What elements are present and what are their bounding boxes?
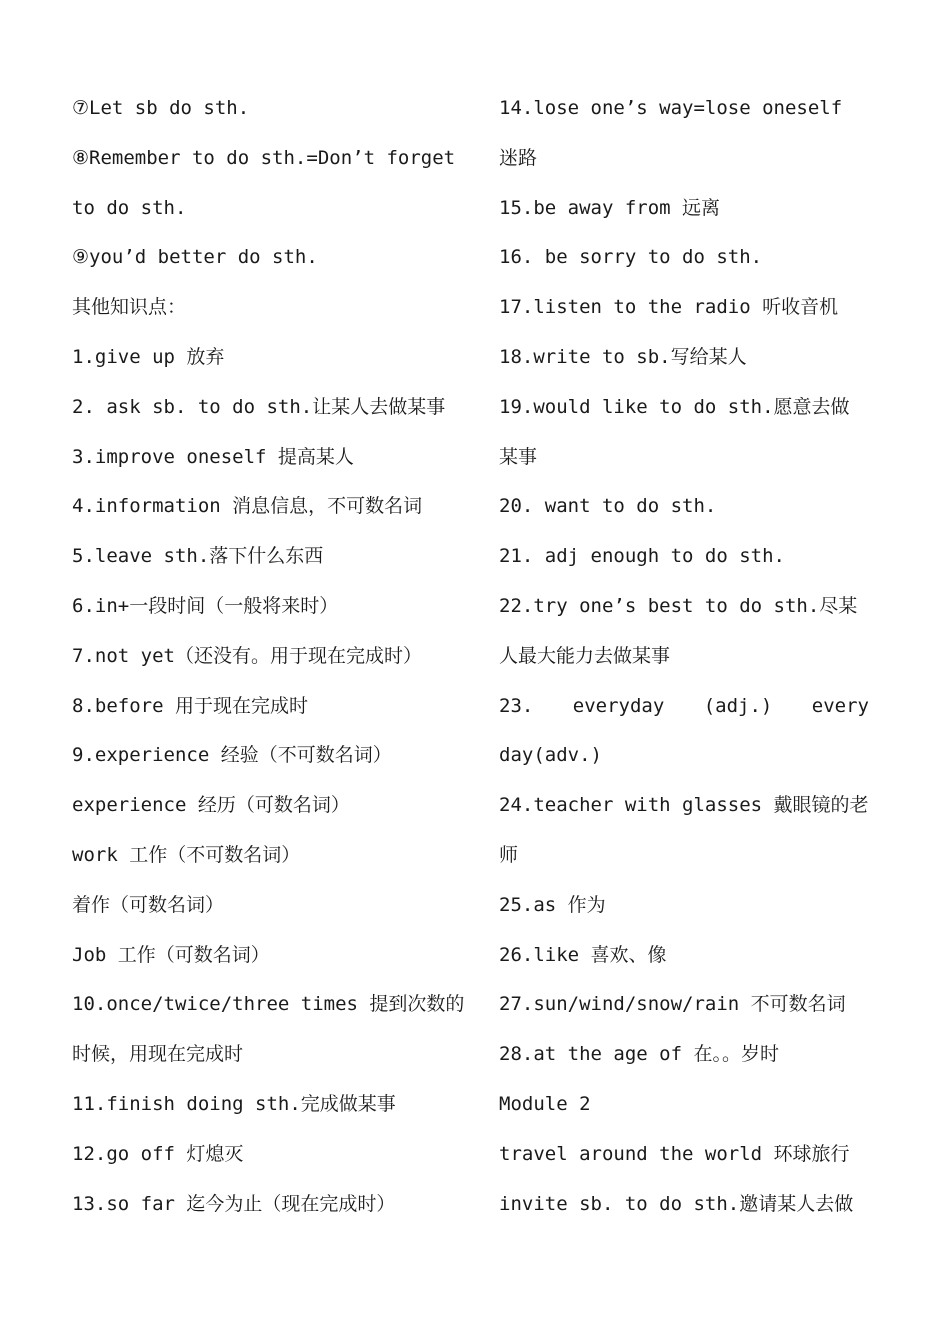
text-line: 1.give up 放弃 [72,345,225,368]
text-line: ⑧Remember to do sth.=Don’t forget [72,146,456,169]
text-line: 2. ask sb. to do sth.让某人去做某事 [72,395,446,418]
text-line: 18.write to sb.写给某人 [499,345,747,368]
right-column [499,88,869,1233]
line-part: everyday [572,694,665,717]
text-line: 15.be away from 远离 [499,196,721,219]
text-line: ⑨you’d better do sth. [72,246,318,269]
justified-text-line [499,686,869,736]
module-heading: Module 2 [499,1092,591,1115]
text-line: to do sth. [72,196,187,219]
text-line: 师 [499,843,519,866]
text-line: 着作（可数名词） [72,893,225,916]
text-line: 20. want to do sth. [499,495,717,518]
text-line: 14.lose one’s way=lose oneself [499,97,843,119]
text-line: 迷路 [499,146,538,169]
text-line: 28.at the age of 在。。岁时 [499,1043,779,1066]
text-line: 22.try one’s best to do sth.尽某 [499,594,858,617]
text-line: experience 经历（可数名词） [72,794,350,817]
line-part: 23. [499,694,534,717]
text-line: 某事 [499,445,538,468]
text-line: 24.teacher with glasses 戴眼镜的老 [499,794,869,817]
text-line: 5.leave sth.落下什么东西 [72,545,324,568]
text-line: 12.go off 灯熄灭 [72,1142,244,1165]
text-line: 时候，用现在完成时 [72,1043,244,1066]
text-line: 16. be sorry to do sth. [499,246,763,269]
text-line: invite sb. to do sth.邀请某人去做 [499,1192,854,1215]
left-column [72,88,472,1233]
text-line: work 工作（不可数名词） [72,843,301,866]
text-line: 6.in+一段时间（一般将来时） [72,594,339,617]
text-line: 3.improve oneself 提高某人 [72,445,354,468]
text-line: 25.as 作为 [499,893,606,916]
text-line: 7.not yet（还没有。用于现在完成时） [72,644,422,667]
text-line: ⑦Let sb do sth. [72,97,250,119]
text-line: Job 工作（可数名词） [72,943,270,966]
text-line: 4.information 消息信息，不可数名词 [72,495,423,518]
text-line: 19.would like to do sth.愿意去做 [499,395,850,418]
text-line: 8.before 用于现在完成时 [72,694,308,717]
text-line: travel around the world 环球旅行 [499,1142,850,1165]
text-line: 21. adj enough to do sth. [499,545,785,568]
text-line: day(adv.) [499,744,602,767]
line-part: every [811,694,869,717]
text-line: 10.once/twice/three times 提到次数的 [72,993,465,1016]
text-line: 26.like 喜欢、像 [499,943,667,966]
text-line: 17.listen to the radio 听收音机 [499,296,839,319]
section-heading: 其他知识点： [72,296,187,319]
text-line: 27.sun/wind/snow/rain 不可数名词 [499,993,846,1016]
line-part: (adj.) [703,694,773,717]
text-line: 9.experience 经验（不可数名词） [72,744,392,767]
text-line: 人最大能力去做某事 [499,644,671,667]
text-line: 11.finish doing sth.完成做某事 [72,1092,396,1115]
text-line: 13.so far 迄今为止（现在完成时） [72,1192,396,1215]
